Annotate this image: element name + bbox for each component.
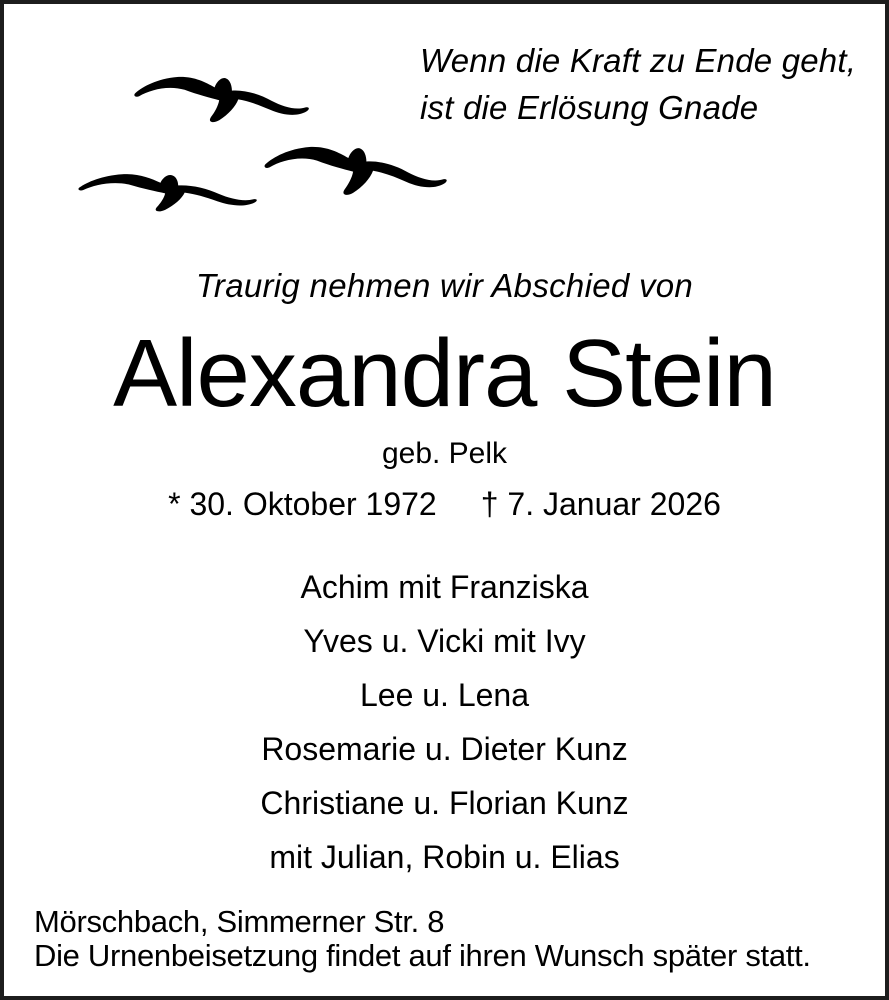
memorial-quote-line1: Wenn die Kraft zu Ende geht, [420, 42, 857, 79]
mourner-line: Achim mit Franziska [300, 569, 589, 605]
mourner-line: Lee u. Lena [359, 677, 530, 713]
mourner-line: Rosemarie u. Dieter Kunz [261, 731, 628, 767]
mourner-line: mit Julian, Robin u. Elias [269, 839, 620, 875]
farewell-intro: Traurig nehmen wir Abschied von [195, 267, 694, 304]
life-dates [4, 485, 885, 523]
birth-date: * 30. Oktober 1972 [168, 486, 437, 522]
address-line: Mörschbach, Simmerner Str. 8 [34, 904, 445, 939]
mourner-line: Yves u. Vicki mit Ivy [303, 623, 586, 659]
deceased-name: Alexandra Stein [113, 320, 776, 427]
memorial-quote-line2: ist die Erlösung Gnade [420, 88, 759, 126]
memorial-quote [420, 38, 856, 132]
flying-birds-icon [57, 47, 467, 232]
mourners-list [4, 560, 885, 884]
notice-footer [34, 905, 811, 973]
funeral-info-line: Die Urnenbeisetzung findet auf ihren Wunsch später statt. [34, 938, 811, 973]
death-date: † 7. Januar 2026 [480, 486, 721, 522]
mourner-line: Christiane u. Florian Kunz [260, 785, 629, 821]
maiden-name: geb. Pelk [381, 437, 508, 470]
